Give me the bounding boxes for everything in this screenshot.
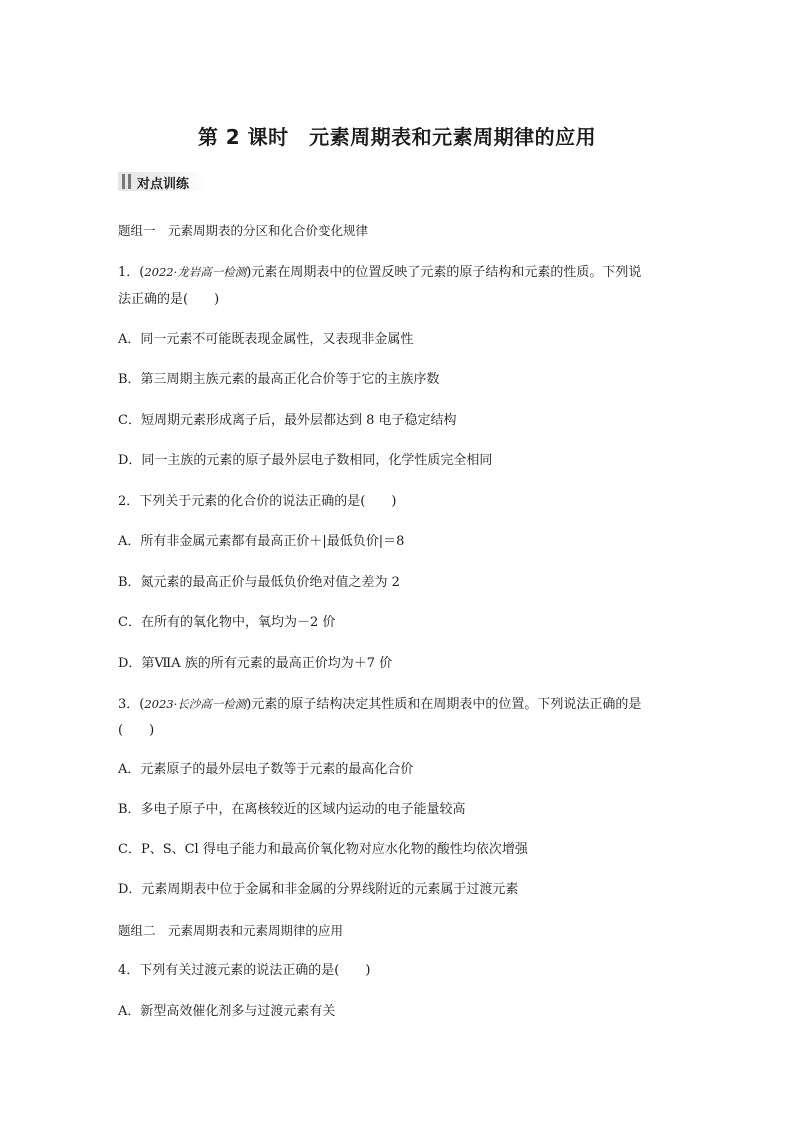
- section-label-tag: [118, 172, 206, 191]
- q2-option-d: D．第ⅦA 族的所有元素的最高正价均为＋7 价: [118, 656, 393, 671]
- tag-bar-icon: [128, 174, 131, 189]
- q1-option-b: B．第三周期主族元素的最高正化合价等于它的主族序数: [118, 372, 440, 387]
- group-heading-1: 题组一 元素周期表的分区和化合价变化规律: [118, 223, 369, 238]
- q3-stem-line2: ( ): [118, 723, 155, 738]
- q2-option-a: A．所有非金属元素都有最高正价＋|最低负价|＝8: [118, 534, 405, 549]
- page-title: 第 2 课时 元素周期表和元素周期律的应用: [197, 125, 597, 149]
- q4-option-a: A．新型高效催化剂多与过渡元素有关: [118, 1004, 336, 1019]
- q3-stem-text: )元素的原子结构决定其性质和在周期表中的位置。下列说法正确的是: [246, 697, 642, 712]
- q1-number: 1．(: [118, 265, 145, 280]
- section-label: 对点训练: [137, 177, 190, 192]
- tag-bar-icon: [122, 174, 125, 189]
- q3-option-c: C．P、S、Cl 得电子能力和最高价氧化物对应水化物的酸性均依次增强: [118, 842, 528, 857]
- q3-option-b: B．多电子原子中，在离核较近的区域内运动的电子能量较高: [118, 802, 466, 817]
- q2-option-c: C．在所有的氧化物中，氧均为－2 价: [118, 615, 336, 630]
- q1-option-c: C．短周期元素形成离子后，最外层都达到 8 电子稳定结构: [118, 413, 457, 428]
- q3-stem-line1: [118, 694, 683, 715]
- q1-source: 2022·龙岩高一检测: [144, 265, 247, 279]
- q3-option-a: A．元素原子的最外层电子数等于元素的最高化合价: [118, 762, 414, 777]
- q4-stem: 4．下列有关过渡元素的说法正确的是( ): [118, 963, 371, 978]
- q1-stem-line1: [118, 262, 683, 283]
- q2-stem: 2．下列关于元素的化合价的说法正确的是( ): [118, 494, 397, 509]
- q2-option-b: B．氮元素的最高正价与最低负价绝对值之差为 2: [118, 575, 400, 590]
- q3-number: 3．(: [118, 697, 145, 712]
- q1-option-a: A．同一元素不可能既表现金属性，又表现非金属性: [118, 332, 414, 347]
- q3-source: 2023·长沙高一检测: [144, 697, 247, 711]
- group-heading-2: 题组二 元素周期表和元素周期律的应用: [118, 923, 344, 938]
- q1-option-d: D．同一主族的元素的原子最外层电子数相同，化学性质完全相同: [118, 453, 493, 468]
- q1-stem-line2: 法正确的是( ): [118, 292, 220, 307]
- q1-stem-text: )元素在周期表中的位置反映了元素的原子结构和元素的性质。下列说: [246, 265, 642, 280]
- q3-option-d: D．元素周期表中位于金属和非金属的分界线附近的元素属于过渡元素: [118, 882, 519, 897]
